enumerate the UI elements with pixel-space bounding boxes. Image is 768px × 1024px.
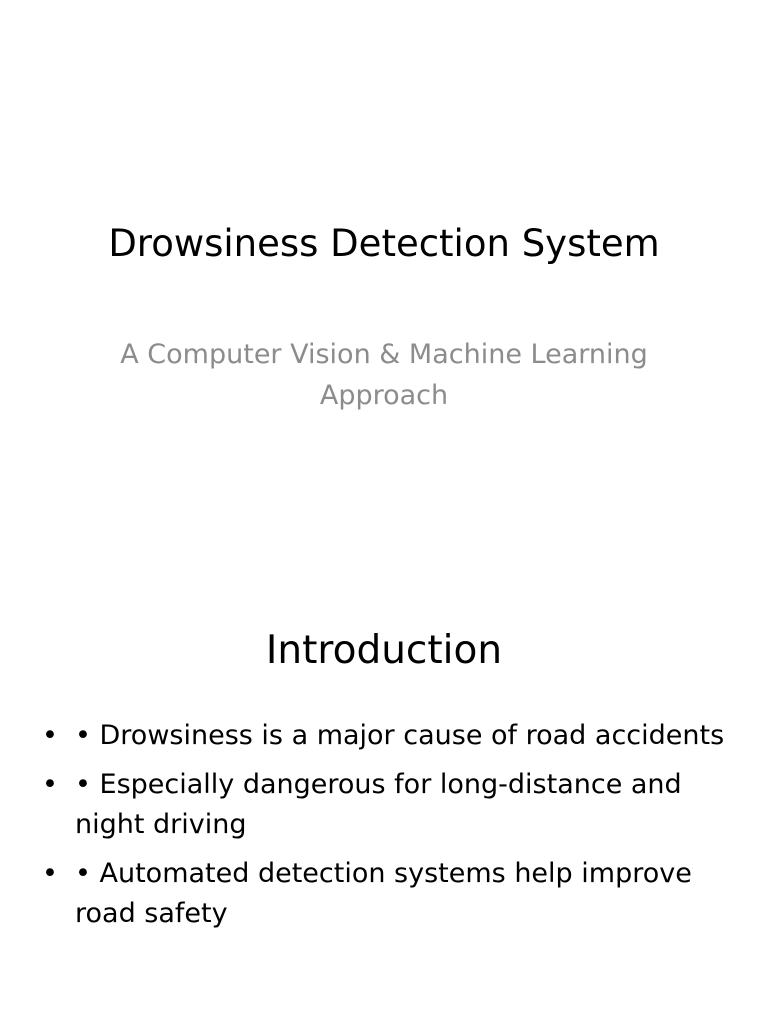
bullet-item xyxy=(38,716,728,756)
slide-title: Drowsiness Detection System xyxy=(108,222,660,265)
introduction-slide xyxy=(0,576,768,1024)
bullet-list xyxy=(38,716,728,943)
slide-subtitle: A Computer Vision & Machine Learning Approach xyxy=(120,339,648,411)
slide-title: Introduction xyxy=(265,628,503,673)
bullet-marker-icon: • xyxy=(42,720,58,751)
bullet-text: • Automated detection systems help improve road safety xyxy=(75,858,692,929)
bullet-item xyxy=(38,765,728,845)
bullet-marker-icon: • xyxy=(42,858,58,889)
bullet-text: • Drowsiness is a major cause of road accidents xyxy=(75,720,725,751)
bullet-marker-icon: • xyxy=(42,769,58,800)
bullet-item xyxy=(38,854,728,934)
bullet-text: • Especially dangerous for long-distance and night driving xyxy=(75,769,682,840)
